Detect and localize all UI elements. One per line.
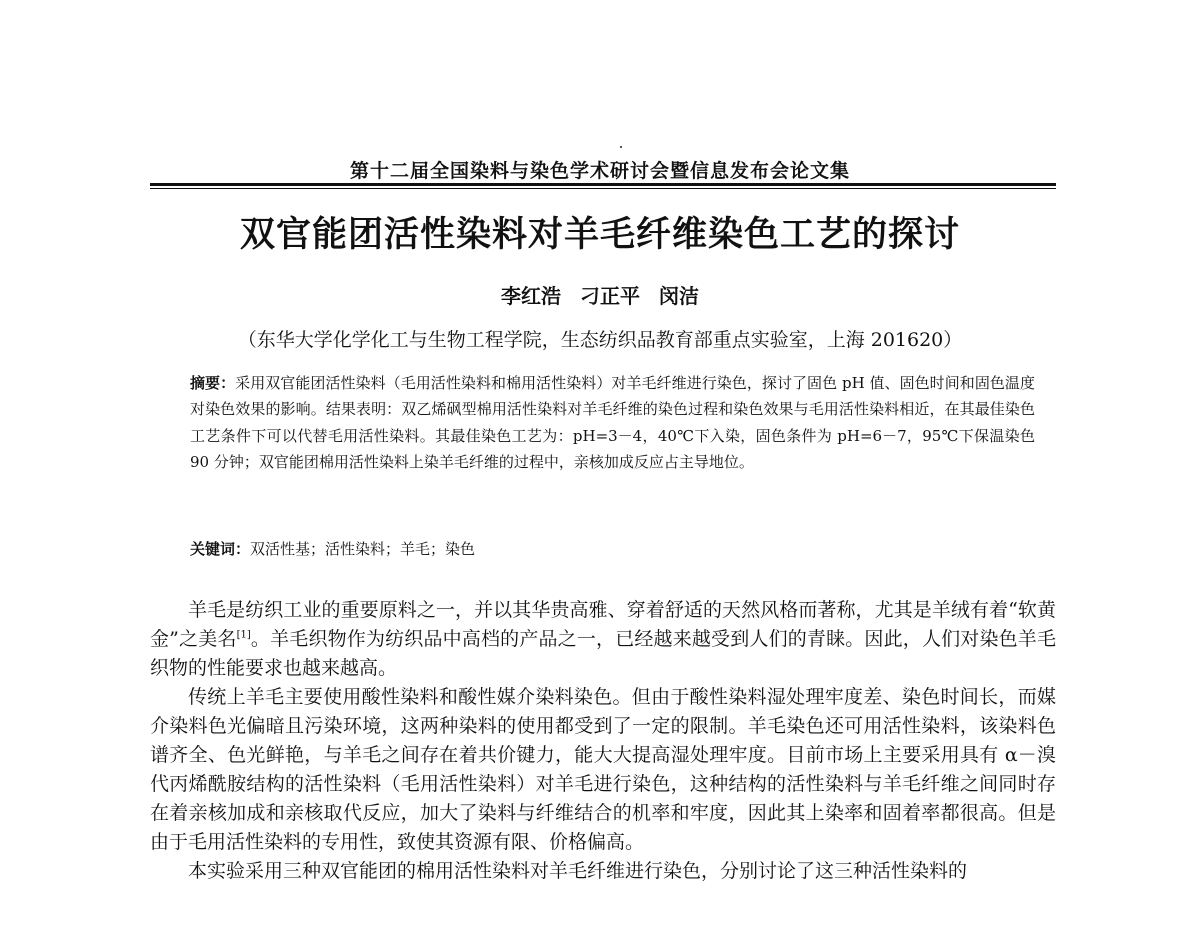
keywords-text: 双活性基；活性染料；羊毛；染色 (250, 540, 476, 558)
affiliation: （东华大学化学化工与生物工程学院，生态纺织品教育部重点实验室，上海 201620） (237, 329, 963, 351)
paragraph-1 (150, 596, 1056, 683)
abstract-text: 采用双官能团活性染料（毛用活性染料和棉用活性染料）对羊毛纤维进行染色，探讨了固色 pH 值、固色时间和固色温度对染色效果的影响。结果表明：双乙烯砜型棉用活性染料对羊毛纤维的染色过程和染色效果与毛用活性染料相近，在其最佳染色工艺条件下可以代替毛用活性染料。其最佳染色工艺为：pH=3－4，40℃下入染，固色条件为 pH=6－7，95℃下保温染色 90 分钟；双官能团棉用活性染料上染羊毛纤维的过程中，亲核加成反应占主导地位。 (190, 374, 1035, 471)
header-rule-thin (150, 188, 1056, 189)
abstract (190, 370, 1035, 475)
keywords (190, 537, 1035, 561)
scan-speck (620, 146, 622, 148)
paper-title: 双官能团活性染料对羊毛纤维染色工艺的探讨 (239, 215, 960, 255)
paragraph-2: 传统上羊毛主要使用酸性染料和酸性媒介染料染色。但由于酸性染料湿处理牢度差、染色时间长，而媒介染料色光偏暗且污染环境，这两种染料的使用都受到了一定的限制。羊毛染色还可用活性染料，该染料色谱齐全、色光鲜艳，与羊毛之间存在着共价键力，能大大提高湿处理牢度。目前市场上主要采用具有 α－溴代丙烯酰胺结构的活性染料（毛用活性染料）对羊毛进行染色，这种结构的活性染料与羊毛纤维之间同时存在着亲核加成和亲核取代反应，加大了染料与纤维结合的机率和牢度，因此其上染率和固着率都很高。但是由于毛用活性染料的专用性，致使其资源有限、价格偏高。 (150, 686, 1056, 853)
paragraph-1-part-2: 。羊毛织物作为纺织品中高档的产品之一，已经越来越受到人们的青睐。因此，人们对染色羊毛织物的性能要求也越来越高。 (150, 628, 1056, 679)
abstract-label: 摘要： (190, 374, 236, 392)
paragraph-3: 本实验采用三种双官能团的棉用活性染料对羊毛纤维进行染色，分别讨论了这三种活性染料的 (188, 860, 968, 882)
paragraph-1-part-1: 羊毛是纺织工业的重要原料之一，并以其华贵高雅、穿着舒适的天然风格而著称，尤其是羊绒有着“软黄金”之美名 (150, 599, 1056, 650)
author-3: 闵洁 (658, 284, 699, 308)
author-2: 刁正平 (580, 284, 640, 308)
body-text (150, 596, 1056, 886)
keywords-label: 关键词： (190, 540, 251, 558)
author-1: 李红浩 (501, 284, 562, 308)
author-list (100, 280, 1100, 309)
header-rule-thick (150, 183, 1056, 186)
running-head: 第十二届全国染料与染色学术研讨会暨信息发布会论文集 (349, 160, 850, 182)
citation-ref[interactable]: [1] (236, 629, 251, 641)
